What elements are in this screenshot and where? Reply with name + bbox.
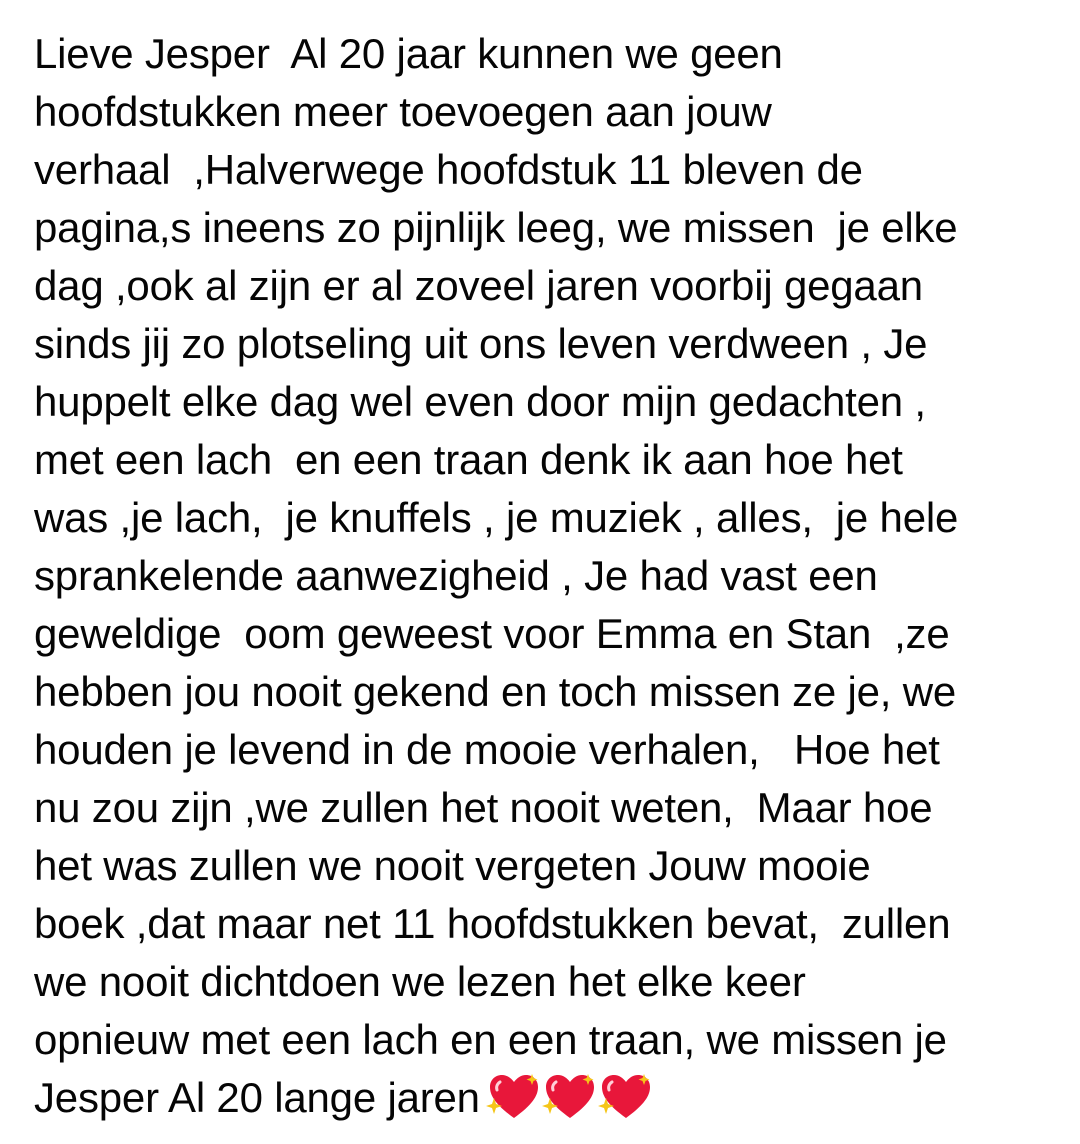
post-last-line [34, 1069, 1064, 1127]
post-line: sprankelende aanwezigheid , Je had vast een [34, 552, 878, 599]
post-line: we nooit dichtdoen we lezen het elke keer [34, 958, 806, 1005]
post-line: geweldige oom geweest voor Emma en Stan ,ze [34, 610, 950, 657]
post-line: boek ,dat maar net 11 hoofdstukken bevat, zullen [34, 900, 951, 947]
post-line: Lieve Jesper Al 20 jaar kunnen we geen [34, 30, 783, 77]
post-line: pagina,s ineens zo pijnlijk leeg, we missen je elke [34, 204, 958, 251]
post-line: nu zou zijn ,we zullen het nooit weten, Maar hoe [34, 784, 933, 831]
post-line: dag ,ook al zijn er al zoveel jaren voorbij gegaan [34, 262, 923, 309]
post-line: was ,je lach, je knuffels , je muziek , alles, je hele [34, 494, 959, 541]
sparkling-heart-icon [542, 1072, 598, 1122]
post-line: sinds jij zo plotseling uit ons leven verdween , Je [34, 320, 928, 367]
post-line: Jesper Al 20 lange jaren [34, 1074, 480, 1121]
sparkling-heart-icon [598, 1072, 654, 1122]
post-line: verhaal ,Halverwege hoofdstuk 11 bleven de [34, 146, 863, 193]
post-line: opnieuw met een lach en een traan, we missen je [34, 1016, 947, 1063]
post-line: hoofdstukken meer toevoegen aan jouw [34, 88, 772, 135]
post-text [34, 25, 1064, 1127]
post-line: het was zullen we nooit vergeten Jouw mooie [34, 842, 871, 889]
post-line: met een lach en een traan denk ik aan hoe het [34, 436, 903, 483]
post-line: huppelt elke dag wel even door mijn gedachten , [34, 378, 926, 425]
emoji-group [486, 1072, 654, 1122]
post-line: hebben jou nooit gekend en toch missen ze je, we [34, 668, 957, 715]
post-line: houden je levend in de mooie verhalen, Hoe het [34, 726, 940, 773]
sparkling-heart-icon [486, 1072, 542, 1122]
